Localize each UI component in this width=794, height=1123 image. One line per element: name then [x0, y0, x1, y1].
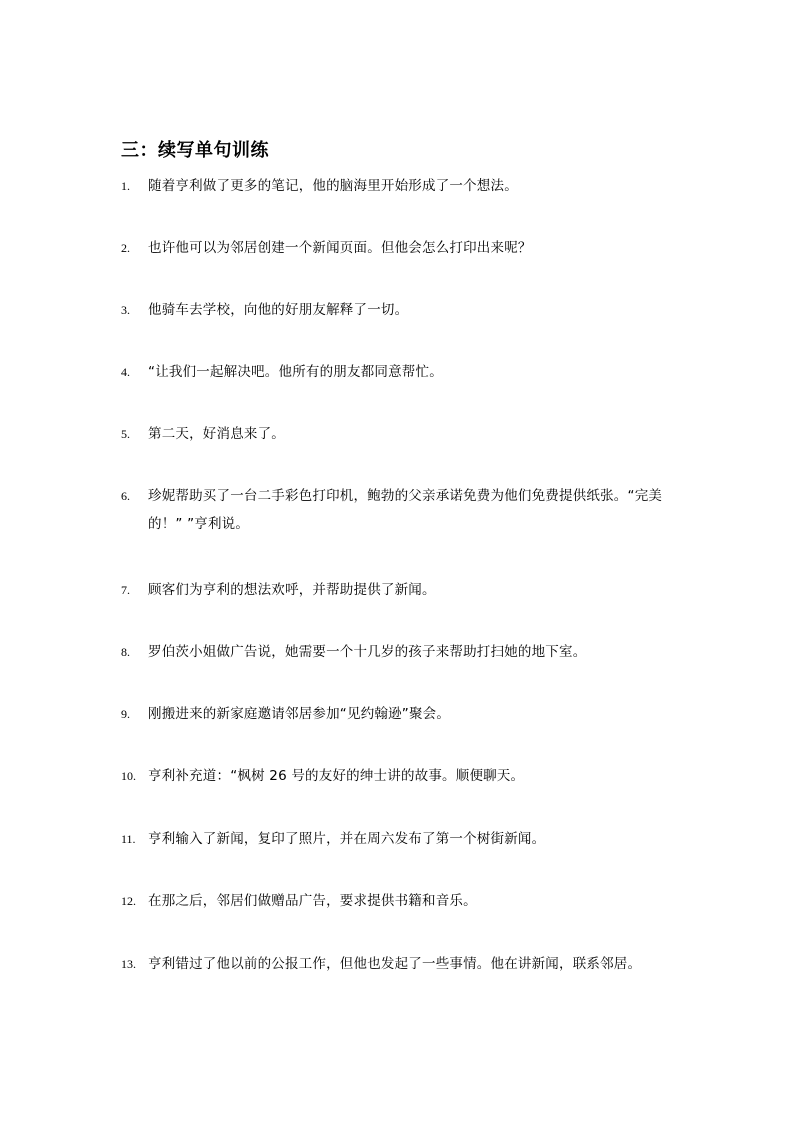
item-text: 也许他可以为邻居创建一个新闻页面。但他会怎么打印出来呢？: [148, 240, 532, 256]
list-item: [121, 296, 681, 324]
list-item: [121, 887, 681, 915]
list-item: [121, 638, 681, 666]
item-number: 9.: [121, 707, 130, 721]
item-number: 6.: [121, 489, 130, 503]
list-item: [121, 234, 681, 262]
item-text: 他骑车去学校，向他的好朋友解释了一切。: [148, 302, 409, 318]
item-number: 10.: [121, 769, 136, 783]
list-item: [121, 358, 681, 386]
item-number: 4.: [121, 365, 130, 379]
item-text: 随着亨利做了更多的笔记，他的脑海里开始形成了一个想法。: [148, 178, 518, 194]
item-text: 在那之后，邻居们做赠品广告，要求提供书籍和音乐。: [148, 893, 477, 909]
item-text: “让我们一起解决吧。他所有的朋友都同意帮忙。: [148, 364, 443, 380]
item-number: 12.: [121, 894, 136, 908]
item-number: 5.: [121, 427, 130, 441]
item-number: 13.: [121, 957, 136, 971]
item-text: 亨利输入了新闻，复印了照片，并在周六发布了第一个树街新闻。: [148, 831, 546, 847]
list-item: [121, 700, 681, 728]
item-number: 3.: [121, 303, 130, 317]
item-number: 1.: [121, 179, 130, 193]
item-text: 珍妮帮助买了一台二手彩色打印机，鲍勃的父亲承诺免费为他们免费提供纸张。“完美的！” ”亨利说。: [148, 488, 663, 532]
list-item: [121, 950, 681, 978]
item-number: 7.: [121, 583, 130, 597]
item-text: 第二天，好消息来了。: [148, 426, 285, 442]
list-item: [121, 762, 681, 790]
item-text: 亨利错过了他以前的公报工作，但他也发起了一些事情。他在讲新闻，联系邻居。: [148, 956, 642, 972]
item-text: 亨利补充道：“枫树 26 号的友好的绅士讲的故事。顺便聊天。: [148, 768, 525, 784]
list-item: [121, 420, 681, 448]
list-item: [121, 825, 681, 853]
list-item: [121, 172, 681, 200]
section-title: 三：续写单句训练: [121, 140, 269, 161]
item-text: 顾客们为亨利的想法欢呼，并帮助提供了新闻。: [148, 582, 436, 598]
list-item: [121, 576, 681, 604]
item-text: 刚搬进来的新家庭邀请邻居参加“见约翰逊”聚会。: [148, 706, 451, 722]
list-item: [121, 482, 681, 538]
item-number: 11.: [121, 832, 136, 846]
item-number: 8.: [121, 645, 130, 659]
item-text: 罗伯茨小姐做广告说，她需要一个十几岁的孩子来帮助打扫她的地下室。: [148, 644, 587, 660]
item-number: 2.: [121, 241, 130, 255]
